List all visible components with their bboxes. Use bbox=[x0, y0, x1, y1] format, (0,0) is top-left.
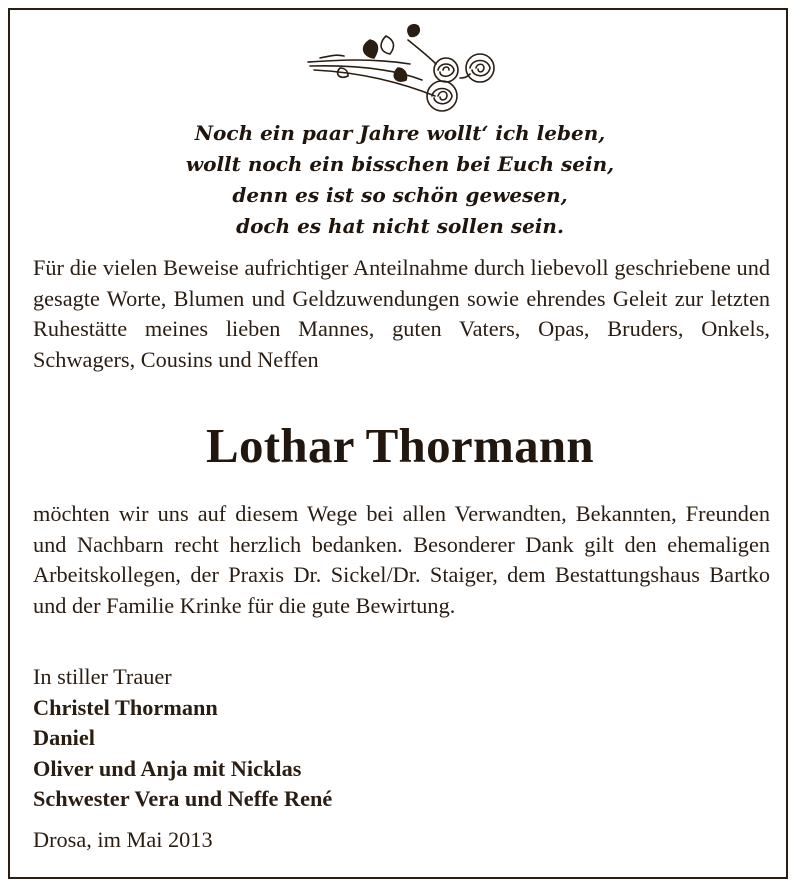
thanks-paragraph: möchten wir uns auf diesem Wege bei allen Verwandten, Bekannten, Freunden und Nachbarn recht herzlich bedanken. Besonderer Dank gilt den ehemaligen Arbeitskollegen, der Praxis Dr. Sickel/Dr. Staiger, dem Bestattungshaus Bartko und der Familie Krinke für die gute Bewirtung. bbox=[33, 501, 770, 618]
mourning-label: In stiller Trauer bbox=[33, 664, 172, 689]
poem-line: Noch ein paar Jahre wollt‘ ich leben, bbox=[194, 121, 606, 145]
deceased-name: Lothar Thormann bbox=[206, 418, 594, 473]
poem-line: denn es ist so schön gewesen, bbox=[232, 183, 568, 207]
memorial-poem bbox=[0, 118, 800, 242]
poem-line: wollt noch ein bisschen bei Euch sein, bbox=[185, 152, 615, 176]
place-date: Drosa, im Mai 2013 bbox=[33, 827, 213, 852]
mourner-name: Oliver und Anja mit Nicklas bbox=[33, 755, 302, 781]
mourner-name: Christel Thormann bbox=[33, 694, 218, 720]
poem-line: doch es hat nicht sollen sein. bbox=[236, 214, 564, 238]
mourner-name: Schwester Vera und Neffe René bbox=[33, 786, 333, 811]
mourners-block bbox=[33, 662, 533, 815]
mourner-name: Daniel bbox=[33, 725, 95, 750]
roses-icon bbox=[300, 18, 500, 116]
intro-paragraph: Für die vielen Beweise aufrichtiger Anteilnahme durch liebevoll geschriebene und gesagte Worte, Blumen und Geldzuwendungen sowie ehrendes Geleit zur letzten Ruhestätte meines lieben Mannes, guten Vaters, Opas, Bruders, Onkels, Schwagers, Cousins und Neffen bbox=[33, 255, 770, 372]
